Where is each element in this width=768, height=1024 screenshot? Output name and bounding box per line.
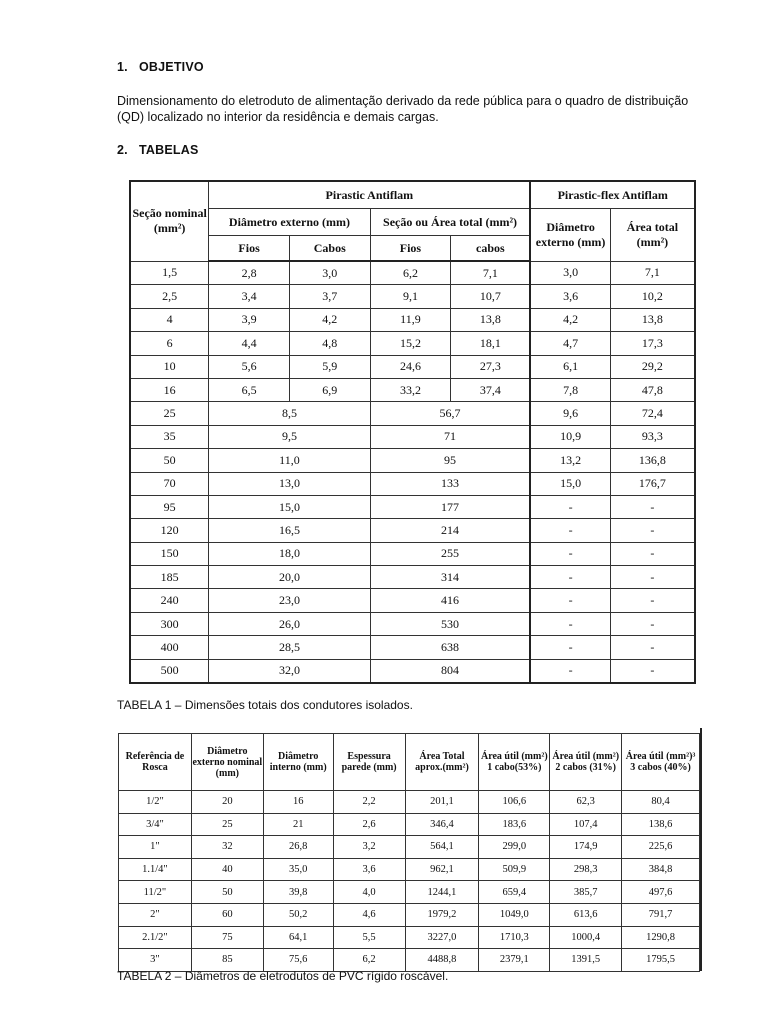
column-header: Diâmetro interno (mm) — [263, 734, 333, 791]
table-cell: 4,0 — [333, 881, 405, 904]
table-cell: 416 — [370, 589, 530, 612]
section-heading-tabelas — [117, 143, 199, 157]
table-cell: 50 — [191, 881, 263, 904]
table-row — [130, 612, 695, 635]
table-cell: 3,2 — [333, 836, 405, 859]
table-row — [130, 332, 695, 355]
table-cell: 804 — [370, 659, 530, 683]
table-cell: 35 — [130, 425, 209, 448]
table-cell: 106,6 — [479, 791, 550, 814]
table-cell: 6 — [130, 332, 209, 355]
table-cell: 4,4 — [209, 332, 290, 355]
table-cell: 120 — [130, 519, 209, 542]
table-cell: - — [610, 566, 695, 589]
table-cell: 72,4 — [610, 402, 695, 425]
table-row — [130, 308, 695, 331]
table-cell: 1000,4 — [550, 926, 622, 949]
table-cell: - — [610, 495, 695, 518]
table-cell: - — [610, 636, 695, 659]
table-cell: 25 — [130, 402, 209, 425]
table-row — [130, 519, 695, 542]
table-cell: 11/2" — [119, 881, 192, 904]
table-cell: 7,8 — [530, 378, 610, 401]
table-cell: - — [610, 519, 695, 542]
table-cell: 177 — [370, 495, 530, 518]
header-secao-nominal: Seção nominal (mm²) — [130, 181, 209, 261]
table-cell: 7,1 — [451, 261, 531, 285]
table-cell: 85 — [191, 949, 263, 972]
table-cell: 10,7 — [451, 285, 531, 308]
table-row — [119, 949, 700, 972]
table-cell: 15,0 — [209, 495, 370, 518]
table-cell: 13,8 — [610, 308, 695, 331]
section-number: 1. — [117, 60, 128, 74]
table-cell: 6,5 — [209, 378, 290, 401]
table-cell: 23,0 — [209, 589, 370, 612]
table-cell: 4488,8 — [405, 949, 479, 972]
table-cell: 3,0 — [289, 261, 370, 285]
table-cell: 20 — [191, 791, 263, 814]
table-cell: 3,6 — [530, 285, 610, 308]
table-cell: 136,8 — [610, 449, 695, 472]
table-cell: 299,0 — [479, 836, 550, 859]
table-cell: 26,0 — [209, 612, 370, 635]
table-cell: - — [610, 659, 695, 683]
table-cell: - — [610, 589, 695, 612]
table-row — [119, 926, 700, 949]
table-cell: 3,6 — [333, 858, 405, 881]
objective-paragraph: Dimensionamento do eletroduto de alimentação derivado da rede pública para o quadro de distribuição (QD) localizado no interior da residência e demais cargas. — [117, 94, 689, 124]
table-cell: 400 — [130, 636, 209, 659]
table-row — [130, 285, 695, 308]
table-cell: 300 — [130, 612, 209, 635]
table-cell: 6,9 — [289, 378, 370, 401]
table-cell: 6,2 — [370, 261, 451, 285]
table-row — [119, 881, 700, 904]
table-cell: 3227,0 — [405, 926, 479, 949]
table-cell: 509,9 — [479, 858, 550, 881]
table-cell: 962,1 — [405, 858, 479, 881]
table-cell: 33,2 — [370, 378, 451, 401]
header-flex-diametro: Diâmetro externo (mm) — [530, 209, 610, 262]
column-header: Espessura parede (mm) — [333, 734, 405, 791]
table-cell: 16 — [130, 378, 209, 401]
table-cell: 1391,5 — [550, 949, 622, 972]
table-cell: 95 — [370, 449, 530, 472]
table-cell: 4,7 — [530, 332, 610, 355]
table-cell: 530 — [370, 612, 530, 635]
table-cell: 4,6 — [333, 903, 405, 926]
table-cell: - — [530, 659, 610, 683]
table-cell: 24,6 — [370, 355, 451, 378]
table-cell: 11,0 — [209, 449, 370, 472]
table-row — [130, 402, 695, 425]
table-cell: - — [530, 519, 610, 542]
table-cell: 75 — [191, 926, 263, 949]
table-cell: 4,2 — [530, 308, 610, 331]
table1-caption: TABELA 1 – Dimensões totais dos condutores isolados. — [117, 698, 413, 712]
table-cell: - — [610, 542, 695, 565]
table-cell: 240 — [130, 589, 209, 612]
table-row — [130, 566, 695, 589]
table-cell: 1/2" — [119, 791, 192, 814]
column-header: Área Total aprox.(mm²) — [405, 734, 479, 791]
table-cell: 107,4 — [550, 813, 622, 836]
table-cell: 183,6 — [479, 813, 550, 836]
header-cabos: Cabos — [289, 236, 370, 262]
table-cell: 95 — [130, 495, 209, 518]
table-cell: 6,2 — [333, 949, 405, 972]
table-cell: 35,0 — [263, 858, 333, 881]
section-heading-objetivo — [117, 60, 204, 74]
table-cell: 32,0 — [209, 659, 370, 683]
table-cell: 1710,3 — [479, 926, 550, 949]
table-cell: 385,7 — [550, 881, 622, 904]
table-cell: 384,8 — [622, 858, 700, 881]
section-number: 2. — [117, 143, 128, 157]
table-cell: 50,2 — [263, 903, 333, 926]
table-cell: 5,9 — [289, 355, 370, 378]
table-cell: 80,4 — [622, 791, 700, 814]
table-cell: 2379,1 — [479, 949, 550, 972]
table-cell: 29,2 — [610, 355, 695, 378]
table-cell: 18,1 — [451, 332, 531, 355]
header-fios-area: Fios — [370, 236, 451, 262]
table-cell: 176,7 — [610, 472, 695, 495]
table-cell: 9,1 — [370, 285, 451, 308]
table-cell: 2.1/2" — [119, 926, 192, 949]
table-cell: 174,9 — [550, 836, 622, 859]
table-cell: 7,1 — [610, 261, 695, 285]
table-cell: 56,7 — [370, 402, 530, 425]
table-row — [130, 542, 695, 565]
table-cell: 40 — [191, 858, 263, 881]
table-cell: 2,8 — [209, 261, 290, 285]
table-row — [119, 791, 700, 814]
table-cell: 9,6 — [530, 402, 610, 425]
table-cell: 185 — [130, 566, 209, 589]
table-cell: 3" — [119, 949, 192, 972]
header-cabos-area: cabos — [451, 236, 531, 262]
table-cell: 93,3 — [610, 425, 695, 448]
table-cell: 37,4 — [451, 378, 531, 401]
table-cell: 32 — [191, 836, 263, 859]
table-cell: 214 — [370, 519, 530, 542]
table-row — [130, 589, 695, 612]
table-cell: 47,8 — [610, 378, 695, 401]
table-cell: 201,1 — [405, 791, 479, 814]
table-row — [130, 472, 695, 495]
table-cell: 3,4 — [209, 285, 290, 308]
table-row — [119, 858, 700, 881]
section-title: OBJETIVO — [139, 60, 204, 74]
table-cell: - — [530, 495, 610, 518]
table-cell: 60 — [191, 903, 263, 926]
table-cell: 5,6 — [209, 355, 290, 378]
table-cell: 2" — [119, 903, 192, 926]
table-cell: - — [530, 566, 610, 589]
table-row — [130, 378, 695, 401]
table2-right-border — [700, 728, 702, 971]
header-fios: Fios — [209, 236, 290, 262]
table-cell: 1.1/4" — [119, 858, 192, 881]
table-cell: 20,0 — [209, 566, 370, 589]
table-cell: 16 — [263, 791, 333, 814]
table-cell: 2,6 — [333, 813, 405, 836]
table-cell: 1795,5 — [622, 949, 700, 972]
table-cell: 70 — [130, 472, 209, 495]
table-cell: 4,8 — [289, 332, 370, 355]
table-cell: 497,6 — [622, 881, 700, 904]
table-cell: 10,2 — [610, 285, 695, 308]
table-cell: 659,4 — [479, 881, 550, 904]
table-row — [130, 449, 695, 472]
table-cell: 28,5 — [209, 636, 370, 659]
table-row — [130, 355, 695, 378]
table-cell: 1290,8 — [622, 926, 700, 949]
table-cell: 71 — [370, 425, 530, 448]
table-row — [130, 636, 695, 659]
table-cell: 5,5 — [333, 926, 405, 949]
column-header: Área útil (mm²) 2 cabos (31%) — [550, 734, 622, 791]
table-cell: 17,3 — [610, 332, 695, 355]
table-row — [130, 425, 695, 448]
table-cell: 314 — [370, 566, 530, 589]
table-row — [119, 813, 700, 836]
table-cell: 2,5 — [130, 285, 209, 308]
table-cell: - — [530, 589, 610, 612]
table-cell: 638 — [370, 636, 530, 659]
table-cell: 500 — [130, 659, 209, 683]
table-cell: 15,2 — [370, 332, 451, 355]
table-cell: 13,2 — [530, 449, 610, 472]
table-cell: 9,5 — [209, 425, 370, 448]
table-cell: 150 — [130, 542, 209, 565]
table-cell: 133 — [370, 472, 530, 495]
table-cell: 346,4 — [405, 813, 479, 836]
table-cell: 8,5 — [209, 402, 370, 425]
table-cell: 15,0 — [530, 472, 610, 495]
table-cell: 3,7 — [289, 285, 370, 308]
column-header: Diâmetro externo nominal (mm) — [191, 734, 263, 791]
table-row — [130, 659, 695, 683]
table-cell: 10 — [130, 355, 209, 378]
table-cell: 64,1 — [263, 926, 333, 949]
table-cell: 18,0 — [209, 542, 370, 565]
table-cell: 50 — [130, 449, 209, 472]
table-cell: 11,9 — [370, 308, 451, 331]
table-cell: 16,5 — [209, 519, 370, 542]
table-cell: 13,8 — [451, 308, 531, 331]
table2-caption: TABELA 2 – Diâmetros de eletrodutos de PVC rígido roscável. — [117, 969, 449, 983]
table-row — [119, 903, 700, 926]
table-cell: 613,6 — [550, 903, 622, 926]
table-conductor-dimensions — [129, 180, 696, 684]
table-cell: 1,5 — [130, 261, 209, 285]
table-cell: 13,0 — [209, 472, 370, 495]
table-cell: 298,3 — [550, 858, 622, 881]
table-cell: 6,1 — [530, 355, 610, 378]
table-row — [130, 261, 695, 285]
table-cell: 4,2 — [289, 308, 370, 331]
table-row — [119, 836, 700, 859]
table-cell: 3,0 — [530, 261, 610, 285]
header-pirastic-flex: Pirastic-flex Antiflam — [530, 181, 695, 209]
section-title: TABELAS — [139, 143, 199, 157]
table-cell: 138,6 — [622, 813, 700, 836]
table-cell: 21 — [263, 813, 333, 836]
table-cell: 27,3 — [451, 355, 531, 378]
table-cell: 1049,0 — [479, 903, 550, 926]
table-cell: 564,1 — [405, 836, 479, 859]
column-header: Área útil (mm²)³ 3 cabos (40%) — [622, 734, 700, 791]
table-cell: 25 — [191, 813, 263, 836]
table-cell: - — [610, 612, 695, 635]
table-cell: 3,9 — [209, 308, 290, 331]
table-cell: 3/4" — [119, 813, 192, 836]
table-cell: 2,2 — [333, 791, 405, 814]
header-secao-area-total: Seção ou Área total (mm²) — [370, 209, 530, 236]
header-pirastic-antiflam: Pirastic Antiflam — [209, 181, 531, 209]
table-cell: 791,7 — [622, 903, 700, 926]
table-cell: 1" — [119, 836, 192, 859]
column-header: Referência de Rosca — [119, 734, 192, 791]
table-cell: 26,8 — [263, 836, 333, 859]
table-cell: 39,8 — [263, 881, 333, 904]
table-row — [130, 495, 695, 518]
header-diametro-externo: Diâmetro externo (mm) — [209, 209, 370, 236]
table-cell: 1979,2 — [405, 903, 479, 926]
table-cell: 255 — [370, 542, 530, 565]
column-header: Área útil (mm²) 1 cabo(53%) — [479, 734, 550, 791]
table-cell: 1244,1 — [405, 881, 479, 904]
table-cell: 62,3 — [550, 791, 622, 814]
table-cell: 75,6 — [263, 949, 333, 972]
header-flex-area: Área total (mm²) — [610, 209, 695, 262]
table-cell: 10,9 — [530, 425, 610, 448]
table-cell: - — [530, 636, 610, 659]
table-cell: 225,6 — [622, 836, 700, 859]
table-cell: 4 — [130, 308, 209, 331]
table-cell: - — [530, 612, 610, 635]
table-cell: - — [530, 542, 610, 565]
table-pvc-conduit-diameters — [118, 733, 700, 972]
